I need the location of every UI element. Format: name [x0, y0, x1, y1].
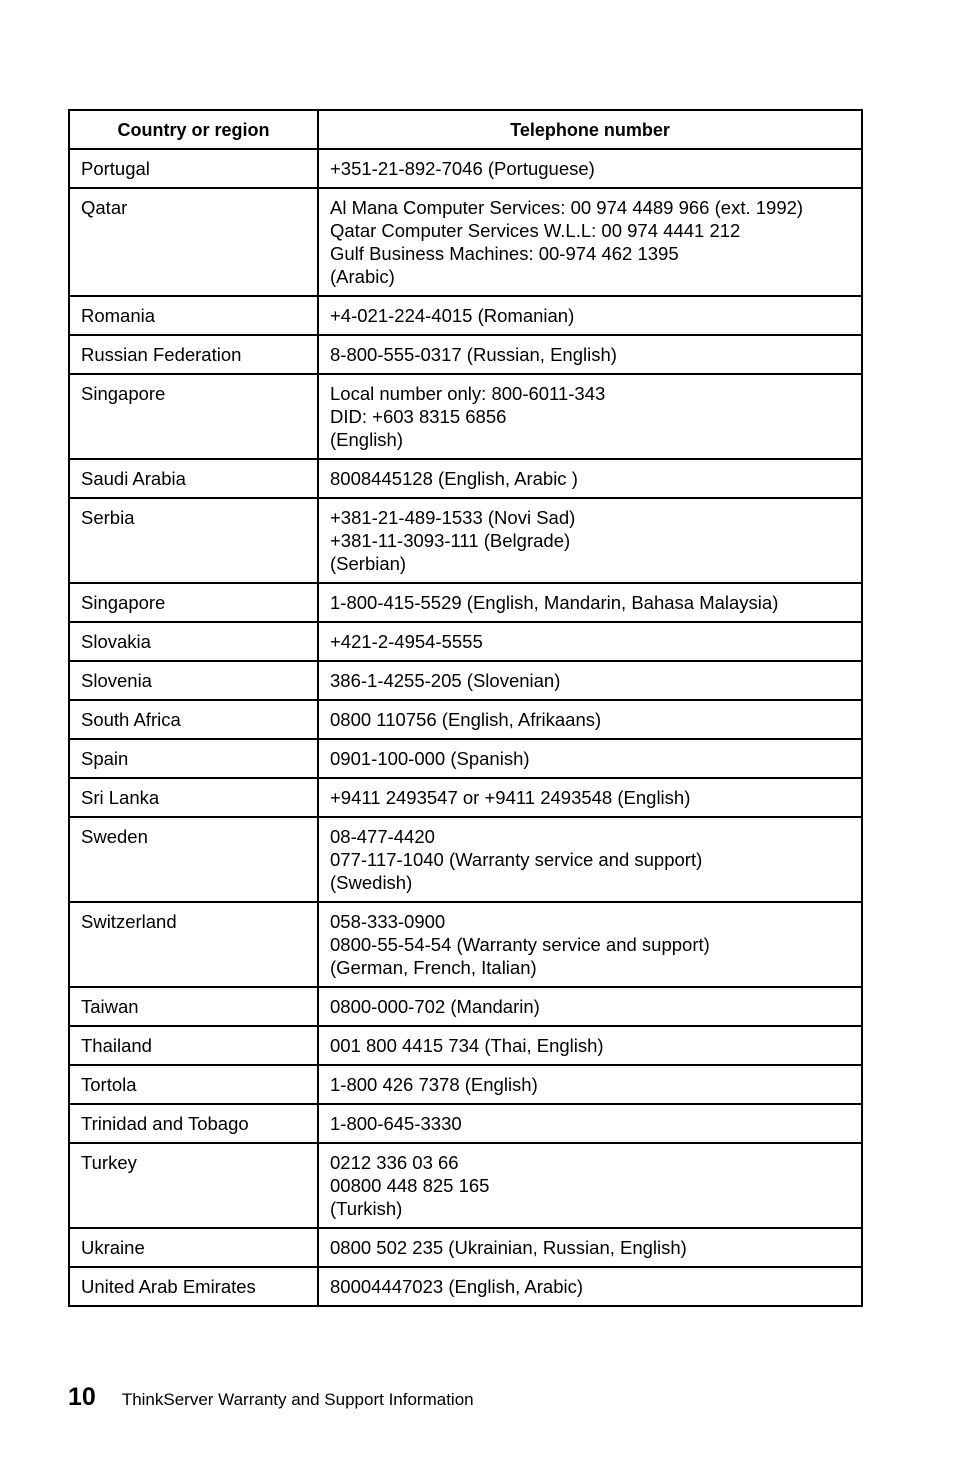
telephone-cell: [318, 817, 862, 902]
table-row: [69, 739, 862, 778]
telephone-line: Al Mana Computer Services: 00 974 4489 966 (ext. 1992): [330, 197, 804, 218]
country-cell: Ukraine: [69, 1228, 318, 1267]
footer-title: ThinkServer Warranty and Support Information: [121, 1390, 474, 1409]
telephone-cell: [318, 622, 862, 661]
country-cell: Russian Federation: [69, 335, 318, 374]
table-row: [69, 583, 862, 622]
telephone-cell: [318, 1143, 862, 1228]
telephone-line: 1-800 426 7378 (English): [330, 1074, 538, 1095]
table-row: [69, 335, 862, 374]
telephone-line: +351-21-892-7046 (Portuguese): [330, 158, 595, 179]
table-row: [69, 188, 862, 296]
country-cell: Spain: [69, 739, 318, 778]
table-row: [69, 1104, 862, 1143]
telephone-cell: [318, 902, 862, 987]
country-cell: Tortola: [69, 1065, 318, 1104]
telephone-line: 80004447023 (English, Arabic): [330, 1276, 584, 1297]
telephone-cell: [318, 583, 862, 622]
telephone-line: (German, French, Italian): [330, 957, 537, 978]
telephone-line: (English): [330, 429, 403, 450]
telephone-line: 08-477-4420: [330, 826, 435, 847]
telephone-line: (Arabic): [330, 266, 395, 287]
telephone-line: 001 800 4415 734 (Thai, English): [330, 1035, 604, 1056]
table-row: [69, 1143, 862, 1228]
country-cell: Romania: [69, 296, 318, 335]
telephone-cell: [318, 459, 862, 498]
table-body: [69, 149, 862, 1306]
telephone-line: 0800-000-702 (Mandarin): [330, 996, 540, 1017]
page-footer: [68, 1383, 474, 1412]
telephone-line: 00800 448 825 165: [330, 1175, 490, 1196]
table-row: [69, 661, 862, 700]
telephone-line: +4-021-224-4015 (Romanian): [330, 305, 575, 326]
country-cell: Serbia: [69, 498, 318, 583]
table-row: [69, 1026, 862, 1065]
telephone-line: 0800-55-54-54 (Warranty service and support): [330, 934, 710, 955]
country-cell: Sri Lanka: [69, 778, 318, 817]
table-row: [69, 902, 862, 987]
telephone-line: +381-21-489-1533 (Novi Sad): [330, 507, 576, 528]
telephone-cell: [318, 149, 862, 188]
telephone-line: 077-117-1040 (Warranty service and support): [330, 849, 703, 870]
telephone-cell: [318, 498, 862, 583]
table-row: [69, 1228, 862, 1267]
table-row: [69, 778, 862, 817]
table-row: [69, 700, 862, 739]
country-cell: Thailand: [69, 1026, 318, 1065]
telephone-cell: [318, 739, 862, 778]
telephone-line: 058-333-0900: [330, 911, 446, 932]
table-row: [69, 374, 862, 459]
telephone-line: 1-800-645-3330: [330, 1113, 462, 1134]
telephone-cell: [318, 1228, 862, 1267]
telephone-line: (Swedish): [330, 872, 413, 893]
telephone-line: +421-2-4954-5555: [330, 631, 483, 652]
table-row: [69, 1065, 862, 1104]
column-header-country: Country or region: [69, 110, 318, 149]
telephone-line: +9411 2493547 or +9411 2493548 (English): [330, 787, 691, 808]
telephone-cell: [318, 1267, 862, 1306]
table-header-row: [69, 110, 862, 149]
country-cell: Qatar: [69, 188, 318, 296]
telephone-line: 8008445128 (English, Arabic ): [330, 468, 578, 489]
telephone-cell: [318, 188, 862, 296]
support-phone-table: [68, 109, 863, 1307]
telephone-line: 8-800-555-0317 (Russian, English): [330, 344, 617, 365]
telephone-cell: [318, 778, 862, 817]
telephone-cell: [318, 1104, 862, 1143]
table-row: [69, 498, 862, 583]
country-cell: South Africa: [69, 700, 318, 739]
telephone-cell: [318, 987, 862, 1026]
telephone-line: +381-11-3093-111 (Belgrade): [330, 530, 571, 551]
telephone-line: (Turkish): [330, 1198, 403, 1219]
telephone-cell: [318, 1026, 862, 1065]
telephone-cell: [318, 335, 862, 374]
country-cell: United Arab Emirates: [69, 1267, 318, 1306]
country-cell: Taiwan: [69, 987, 318, 1026]
telephone-line: 0800 502 235 (Ukrainian, Russian, English): [330, 1237, 687, 1258]
table-row: [69, 459, 862, 498]
telephone-line: 0901-100-000 (Spanish): [330, 748, 530, 769]
table-row: [69, 296, 862, 335]
table-row: [69, 622, 862, 661]
country-cell: Turkey: [69, 1143, 318, 1228]
telephone-cell: [318, 700, 862, 739]
table-row: [69, 987, 862, 1026]
country-cell: Slovenia: [69, 661, 318, 700]
country-cell: Portugal: [69, 149, 318, 188]
telephone-cell: [318, 296, 862, 335]
column-header-telephone: Telephone number: [318, 110, 862, 149]
country-cell: Trinidad and Tobago: [69, 1104, 318, 1143]
telephone-cell: [318, 374, 862, 459]
country-cell: Saudi Arabia: [69, 459, 318, 498]
telephone-line: Qatar Computer Services W.L.L: 00 974 4441 212: [330, 220, 741, 241]
table-row: [69, 817, 862, 902]
country-cell: Singapore: [69, 374, 318, 459]
country-cell: Sweden: [69, 817, 318, 902]
telephone-line: 1-800-415-5529 (English, Mandarin, Bahasa Malaysia): [330, 592, 779, 613]
table-row: [69, 149, 862, 188]
telephone-line: 386-1-4255-205 (Slovenian): [330, 670, 561, 691]
telephone-line: (Serbian): [330, 553, 407, 574]
telephone-line: 0212 336 03 66: [330, 1152, 459, 1173]
telephone-line: Gulf Business Machines: 00-974 462 1395: [330, 243, 679, 264]
country-cell: Switzerland: [69, 902, 318, 987]
telephone-line: Local number only: 800-6011-343: [330, 383, 606, 404]
table-row: [69, 1267, 862, 1306]
country-cell: Singapore: [69, 583, 318, 622]
telephone-line: DID: +603 8315 6856: [330, 406, 507, 427]
page-number: 10: [68, 1383, 96, 1411]
telephone-cell: [318, 1065, 862, 1104]
country-cell: Slovakia: [69, 622, 318, 661]
telephone-line: 0800 110756 (English, Afrikaans): [330, 709, 602, 730]
telephone-cell: [318, 661, 862, 700]
